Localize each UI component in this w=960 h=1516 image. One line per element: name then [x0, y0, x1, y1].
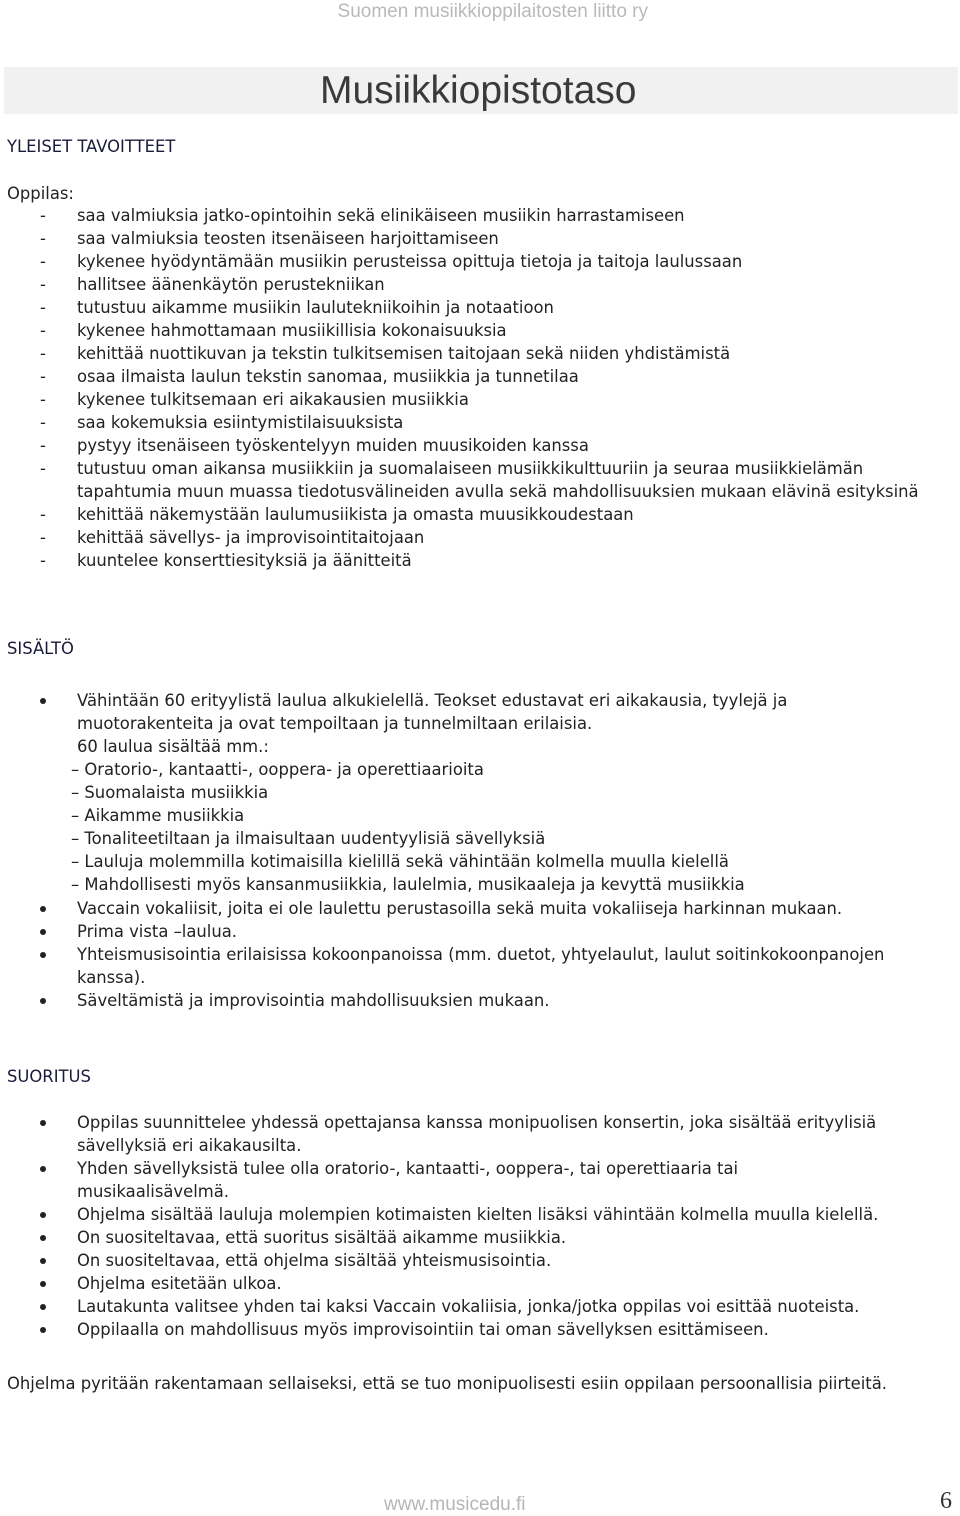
list-item: Vaccain vokaliisit, joita ei ole laulettu perustasoilla sekä muita vokaliiseja harkinnan mukaan.: [0, 897, 950, 920]
content-heading: SISÄLTÖ: [7, 639, 74, 658]
list-item: - kuuntelee konserttiesityksiä ja äänitteitä: [40, 551, 412, 570]
list-item: Säveltämistä ja improvisointia mahdollisuuksien mukaan.: [0, 989, 950, 1012]
dash-marker: -: [40, 229, 46, 248]
dash-marker: -: [40, 436, 46, 455]
sub-item: – Aikamme musiikkia: [71, 806, 245, 825]
list-item: Yhden sävellyksistä tulee olla oratorio-, kantaatti-, ooppera-, tai operettiaaria tai musikaalisävelmä.: [0, 1157, 950, 1203]
bullet-marker: [40, 1281, 46, 1287]
page-title: Musiikkiopistotaso: [320, 69, 637, 112]
bullet-marker: [40, 952, 46, 958]
performance-heading: SUORITUS: [7, 1067, 91, 1086]
sub-item: – Oratorio-, kantaatti-, ooppera- ja operettiaarioita: [71, 760, 484, 779]
list-item: - tutustuu aikamme musiikin laulutekniikoihin ja notaatioon: [40, 298, 554, 317]
list-item: Lautakunta valitsee yhden tai kaksi Vaccain vokaliisia, jonka/jotka oppilas voi esittää nuoteista.: [0, 1295, 950, 1318]
list-item: - kykenee hyödyntämään musiikin perusteissa opittuja tietoja ja taitoja laulussaan: [40, 252, 743, 271]
list-item: Ohjelma sisältää lauluja molempien kotimaisten kielten lisäksi vähintään kolmella muulla kielellä.: [0, 1203, 950, 1226]
list-item: - kehittää sävellys- ja improvisointitaitojaan: [40, 528, 425, 547]
dash-marker: -: [40, 206, 46, 225]
list-item: Ohjelma esitetään ulkoa.: [0, 1272, 950, 1295]
bullet-marker: [40, 1166, 46, 1172]
bullet-marker: [40, 1120, 46, 1126]
list-item: Oppilas suunnittelee yhdessä opettajansa kanssa monipuolisen konsertin, joka sisältää erityylisiä sävellyksiä eri aikakausilta.: [0, 1111, 950, 1157]
list-item: Yhteismusisointia erilaisissa kokoonpanoissa (mm. duetot, yhtyelaulut, laulut soitinkokoonpanojen kanssa).: [0, 943, 950, 989]
list-item: - hallitsee äänenkäytön perustekniikan: [40, 275, 385, 294]
dash-marker: -: [40, 528, 46, 547]
dash-marker: -: [40, 551, 46, 570]
content-includes: 60 laulua sisältää mm.: – Oratorio-, kantaatti-, ooppera- ja operettiaarioita – Suomalaista musiikkia – Aikamme musiikkia – Tonaliteetiltaan ja ilmaisultaan uudentyylisiä sävellyksiä – Lauluja molemmilla kotimaisilla kielillä sekä vähintään kolmella muulla kielellä – Mahdollisesti myös kansanmusiikkia, laulelmia, musikaaleja ja kevyttä musiikkia: [77, 735, 800, 896]
bullet-marker: [40, 1258, 46, 1264]
goals-intro: Oppilas:: [7, 184, 74, 203]
dash-marker: -: [40, 505, 46, 524]
content-list: [0, 689, 800, 896]
list-item: - kykenee hahmottamaan musiikillisia kokonaisuuksia: [40, 321, 507, 340]
list-item: - tutustuu oman aikansa musiikkiin ja suomalaiseen musiikkikulttuuriin ja seuraa musiikkielämän tapahtumia muun muassa tiedotusvälineiden avulla sekä mahdollisuuksien mukaan elävinä esityksinä: [40, 459, 919, 501]
bullet-marker: [40, 1212, 46, 1218]
dash-marker: -: [40, 459, 46, 478]
sub-item: – Lauluja molemmilla kotimaisilla kielillä sekä vähintään kolmella muulla kielellä: [71, 852, 729, 871]
dash-marker: -: [40, 390, 46, 409]
list-item: - osaa ilmaista laulun tekstin sanomaa, musiikkia ja tunnetilaa: [40, 367, 579, 386]
list-item: - saa valmiuksia jatko-opintoihin sekä elinikäiseen musiikin harrastamiseen: [40, 206, 685, 225]
goals-list: [0, 204, 940, 572]
closing-paragraph: Ohjelma pyritään rakentamaan sellaiseksi, että se tuo monipuolisesti esiin oppilaan persoonallisia piirteitä.: [7, 1374, 887, 1393]
sub-item: – Mahdollisesti myös kansanmusiikkia, laulelmia, musikaaleja ja kevyttä musiikkia: [71, 875, 745, 894]
content-list-continued: [0, 897, 950, 1012]
bullet-marker: [40, 1235, 46, 1241]
dash-marker: -: [40, 344, 46, 363]
list-item: - kehittää nuottikuvan ja tekstin tulkitsemisen taitojaan sekä niiden yhdistämistä: [40, 344, 731, 363]
performance-list: [0, 1111, 950, 1341]
bullet-marker: [40, 1304, 46, 1310]
dash-marker: -: [40, 413, 46, 432]
list-item: - saa kokemuksia esiintymistilaisuuksista: [40, 413, 404, 432]
sub-item: – Tonaliteetiltaan ja ilmaisultaan uudentyylisiä sävellyksiä: [71, 829, 546, 848]
list-item: Oppilaalla on mahdollisuus myös improvisointiin tai oman sävellyksen esittämiseen.: [0, 1318, 950, 1341]
bullet-marker: [40, 698, 46, 704]
goals-heading: YLEISET TAVOITTEET: [7, 137, 176, 156]
list-item: - kykenee tulkitsemaan eri aikakausien musiikkia: [40, 390, 469, 409]
list-item: On suositeltavaa, että suoritus sisältää aikamme musiikkia.: [0, 1226, 950, 1249]
bullet-marker: [40, 998, 46, 1004]
list-item: - kehittää näkemystään laulumusiikista ja omasta muusikkoudestaan: [40, 505, 634, 524]
list-item: - pystyy itsenäiseen työskentelyyn muiden muusikoiden kanssa: [40, 436, 589, 455]
list-item: - saa valmiuksia teosten itsenäiseen harjoittamiseen: [40, 229, 499, 248]
list-item: Prima vista –laulua.: [0, 920, 950, 943]
organization-header: Suomen musiikkioppilaitosten liitto ry: [337, 1, 648, 22]
list-item: Vähintään 60 erityylistä laulua alkukielellä. Teokset edustavat eri aikakausia, tyylejä ja muotorakenteita ja ovat tempoiltaan ja tunnelmiltaan erilaisia. 60 laulua sisältää mm.: – Oratorio-, kantaatti-, ooppera- ja operettiaarioita – Suomalaista musiikkia – Aikamme musiikkia – Tonaliteetiltaan ja ilmaisultaan uudentyylisiä sävellyksiä – Lauluja molemmilla kotimaisilla kielillä sekä vähintään kolmella muulla kielellä – Mahdollisesti myös kansanmusiikkia, laulelmia, musikaaleja ja kevyttä musiikkia: [0, 689, 800, 896]
dash-marker: -: [40, 367, 46, 386]
dash-marker: -: [40, 321, 46, 340]
dash-marker: -: [40, 298, 46, 317]
dash-marker: -: [40, 275, 46, 294]
bullet-marker: [40, 929, 46, 935]
bullet-marker: [40, 1327, 46, 1333]
list-item: On suositeltavaa, että ohjelma sisältää yhteismusisointia.: [0, 1249, 950, 1272]
dash-marker: -: [40, 252, 46, 271]
bullet-marker: [40, 906, 46, 912]
page-number: 6: [940, 1488, 952, 1514]
footer-url[interactable]: www.musicedu.fi: [384, 1494, 526, 1515]
sub-item: – Suomalaista musiikkia: [71, 783, 269, 802]
